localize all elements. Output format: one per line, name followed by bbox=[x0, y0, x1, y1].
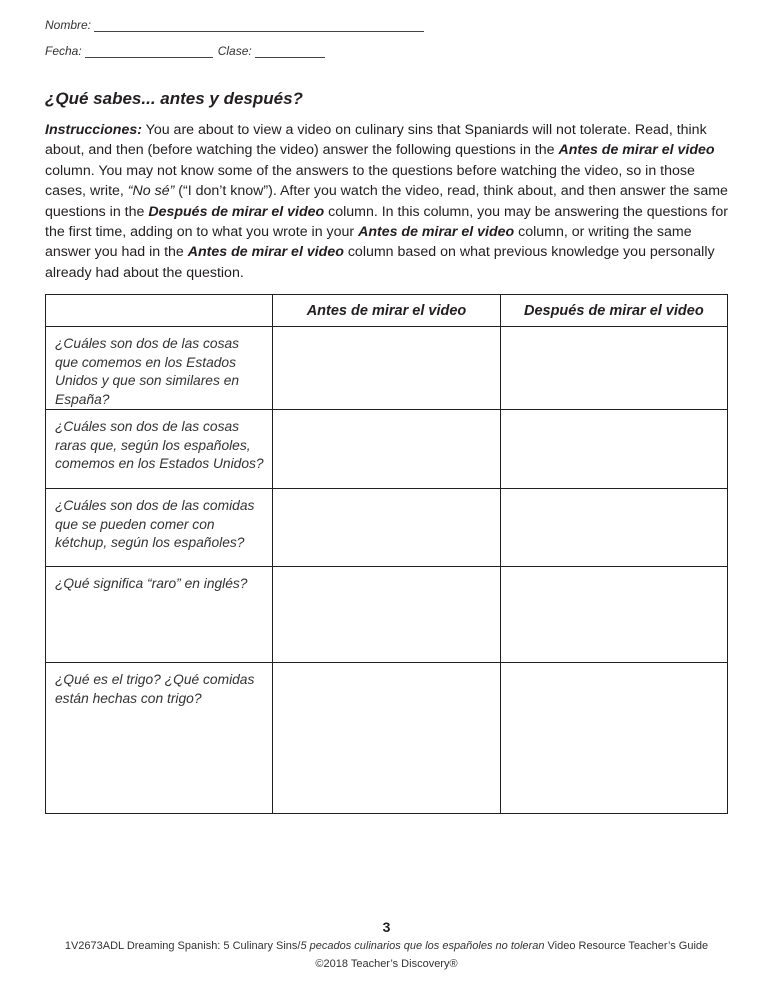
class-field[interactable] bbox=[255, 43, 325, 58]
answer-despues-cell[interactable] bbox=[500, 327, 727, 410]
name-field-row bbox=[45, 14, 424, 32]
answer-despues-cell[interactable] bbox=[500, 567, 727, 663]
answer-despues-cell[interactable] bbox=[500, 410, 727, 489]
date-class-row bbox=[45, 40, 424, 58]
question-cell: ¿Cuáles son dos de las cosas raras que, según los españoles, comemos en los Estados Unidos? bbox=[46, 410, 273, 489]
question-cell: ¿Qué es el trigo? ¿Qué comidas están hechas con trigo? bbox=[46, 663, 273, 814]
answer-antes-cell[interactable] bbox=[273, 410, 500, 489]
answer-antes-cell[interactable] bbox=[273, 567, 500, 663]
page-number: 3 bbox=[382, 919, 391, 935]
footer-copyright: ©2018 Teacher’s Discovery® bbox=[315, 958, 458, 970]
table-row bbox=[46, 663, 728, 814]
credit-prefix: 1V2673ADL Dreaming Spanish: 5 Culinary Sins/ bbox=[64, 940, 301, 952]
table-row bbox=[46, 567, 728, 663]
instructions-no-se: “No sé” bbox=[127, 183, 175, 200]
answer-despues-cell[interactable] bbox=[500, 489, 727, 567]
question-cell: ¿Cuáles son dos de las comidas que se pueden comer con kétchup, según los españoles? bbox=[46, 489, 273, 567]
table-header-row bbox=[46, 295, 728, 327]
page-title: ¿Qué sabes... antes y después? bbox=[45, 89, 303, 108]
table-row bbox=[46, 489, 728, 567]
instructions-col-antes-1: Antes de mirar el video bbox=[558, 142, 715, 159]
answer-antes-cell[interactable] bbox=[273, 489, 500, 567]
instructions-text-2: column. You may not know some of the answers to the questions before watching the video, so in those cases, write, bbox=[45, 162, 695, 200]
instructions-text-1: You are about to view a video on culinary sins that Spaniards will not tolerate. Read, think about, and then (before watching the video) answer the following questions in the bbox=[45, 122, 707, 159]
date-field[interactable] bbox=[85, 43, 213, 58]
instructions-text-5: column, or writing the same answer you had in the bbox=[45, 224, 692, 261]
header-blank-cell bbox=[46, 295, 273, 327]
instructions-text-3: (“I don’t know”). After you watch the video, read, think about, and then answer the same questions in the bbox=[45, 183, 728, 220]
credit-suffix: Video Resource Teacher’s Guide bbox=[544, 940, 709, 952]
header-antes: Antes de mirar el video bbox=[273, 295, 500, 327]
header-despues: Después de mirar el video bbox=[500, 295, 727, 327]
worksheet-table bbox=[45, 294, 728, 814]
instructions-col-antes-3: Antes de mirar el video bbox=[187, 244, 344, 261]
class-label: Clase: bbox=[217, 44, 252, 58]
instructions-text-6: column based on what previous knowledge you personally already had about the question. bbox=[45, 244, 715, 281]
footer-credit bbox=[0, 940, 773, 952]
answer-despues-cell[interactable] bbox=[500, 663, 727, 814]
credit-italic: 5 pecados culinarios que los españoles no toleran bbox=[300, 940, 545, 952]
name-field[interactable] bbox=[94, 17, 424, 32]
instructions-paragraph bbox=[45, 120, 735, 283]
name-label: Nombre: bbox=[45, 18, 92, 32]
student-info-fields bbox=[45, 14, 424, 66]
instructions-col-despues: Después de mirar el video bbox=[148, 203, 325, 220]
table-row bbox=[46, 410, 728, 489]
instructions-col-antes-2: Antes de mirar el video bbox=[358, 224, 515, 241]
date-label: Fecha: bbox=[45, 44, 82, 58]
instructions-lead: Instrucciones: bbox=[45, 122, 142, 138]
instructions-text-4: column. In this column, you may be answering the questions for the first time, adding on to what you wrote in your bbox=[45, 203, 728, 241]
table-row bbox=[46, 327, 728, 410]
question-cell: ¿Qué significa “raro” en inglés? bbox=[46, 567, 273, 663]
answer-antes-cell[interactable] bbox=[273, 663, 500, 814]
question-cell: ¿Cuáles son dos de las cosas que comemos en los Estados Unidos y que son similares en España? bbox=[46, 327, 273, 410]
answer-antes-cell[interactable] bbox=[273, 327, 500, 410]
